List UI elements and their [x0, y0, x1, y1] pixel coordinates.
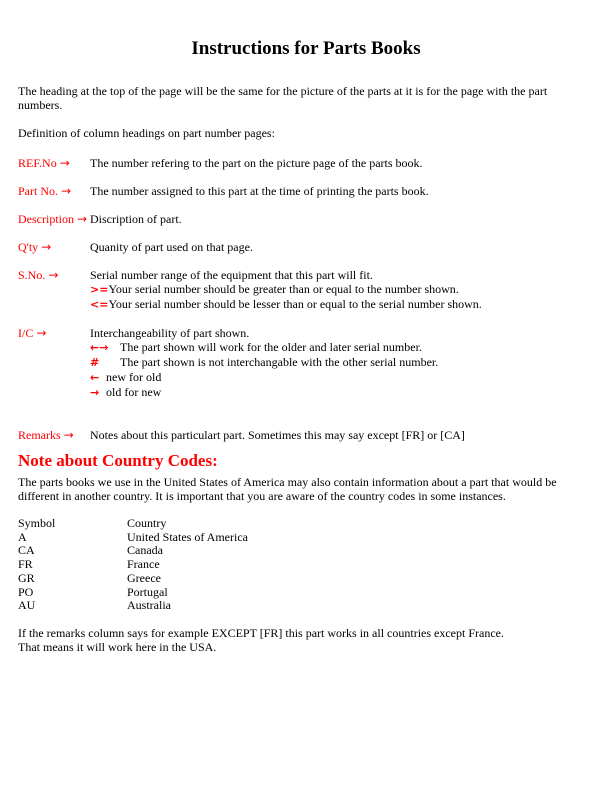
country-name-cell: Portugal — [127, 584, 168, 599]
right-arrow-icon: → — [36, 326, 47, 340]
definition-block-sno — [18, 268, 594, 312]
country-row — [18, 586, 594, 600]
definitions-heading: Definition of column headings on part number pages: — [18, 126, 275, 140]
definition-row — [18, 240, 594, 254]
definition-row — [18, 268, 594, 282]
country-symbol-cell: CA — [18, 543, 35, 558]
right-arrow-icon: → — [90, 386, 100, 399]
definition-label — [18, 212, 90, 226]
sno-sub-row — [90, 282, 594, 297]
definition-text: The number refering to the part on the picture page of the parts book. — [90, 156, 423, 170]
country-row — [18, 531, 594, 545]
definition-label-text: S.No. — [18, 268, 46, 282]
definition-label-text: Remarks — [18, 428, 61, 442]
definition-block-qty — [18, 240, 594, 254]
ic-sub-text: The part shown will work for the older and later serial number. — [120, 340, 422, 354]
country-name-cell: United States of America — [127, 529, 248, 544]
country-row — [18, 544, 594, 558]
ic-sub-row — [90, 385, 594, 400]
ic-sub-row — [90, 370, 594, 385]
definition-label — [18, 240, 90, 254]
sno-sub-text: Your serial number should be greater than or equal to the number shown. — [108, 282, 459, 296]
definition-label-text: REF.No — [18, 156, 57, 170]
right-arrow-icon: → — [48, 268, 59, 282]
country-symbol-header: Symbol — [18, 516, 56, 530]
both-ways-arrow-icon: ←→ — [90, 341, 109, 354]
definition-block-partno — [18, 184, 594, 198]
country-symbol-cell: A — [18, 529, 27, 544]
definition-block-remarks — [18, 428, 594, 442]
definition-block-description — [18, 212, 594, 226]
definition-label-text: I/C — [18, 326, 34, 340]
country-symbol-cell: PO — [18, 584, 34, 599]
definition-text: Notes about this particulart part. Sometimes this may say except [FR] or [CA] — [90, 428, 465, 442]
definition-label-text: Q'ty — [18, 240, 39, 254]
definition-text: Discription of part. — [90, 212, 182, 226]
ic-sub-text: new for old — [106, 370, 162, 384]
definition-label — [18, 268, 90, 282]
country-codes-table — [18, 517, 594, 613]
country-name-cell: Australia — [127, 598, 171, 613]
sno-sub-row — [90, 297, 594, 312]
country-symbol-cell: AU — [18, 598, 36, 613]
country-name-cell: France — [127, 557, 160, 572]
definition-label-text: Part No. — [18, 184, 58, 198]
definition-label — [18, 156, 90, 170]
definition-block-refno — [18, 156, 594, 170]
greater-equal-symbol: >= — [90, 283, 109, 296]
definition-text: Quanity of part used on that page. — [90, 240, 253, 254]
country-name-cell: Canada — [127, 543, 163, 558]
right-arrow-icon: → — [59, 156, 70, 170]
ic-sub-text: old for new — [106, 385, 162, 399]
definition-label — [18, 326, 90, 340]
definition-row — [18, 156, 594, 170]
intro-paragraph: The heading at the top of the page will be the same for the picture of the parts at it is for the page with the part numbers. — [18, 84, 548, 112]
document-title: Instructions for Parts Books — [191, 38, 421, 59]
definition-label — [18, 428, 90, 442]
country-row — [18, 572, 594, 586]
closing-line-1: If the remarks column says for example EXCEPT [FR] this part works in all countries except France. — [18, 625, 504, 640]
ic-sub-row — [90, 355, 594, 370]
country-name-header: Country — [127, 516, 167, 530]
definition-block-ic — [18, 326, 594, 400]
closing-line-2: That means it will work here in the USA. — [18, 639, 217, 654]
country-symbol-cell: FR — [18, 557, 33, 572]
definition-label-text: Description — [18, 212, 74, 226]
definition-row — [18, 428, 594, 442]
definition-row — [18, 184, 594, 198]
definition-text: Interchangeability of part shown. — [90, 326, 250, 340]
definition-text: The number assigned to this part at the time of printing the parts book. — [90, 184, 429, 198]
right-arrow-icon: → — [63, 428, 74, 442]
country-name-cell: Greece — [127, 570, 161, 585]
right-arrow-icon: → — [77, 212, 88, 226]
right-arrow-icon: → — [61, 184, 72, 198]
definition-row — [18, 326, 594, 340]
hash-symbol: # — [90, 356, 100, 369]
left-arrow-icon: ← — [90, 371, 100, 384]
definition-text: Serial number range of the equipment that this part will fit. — [90, 268, 373, 282]
ic-sub-row — [90, 340, 594, 355]
country-codes-heading: Note about Country Codes: — [18, 451, 218, 470]
country-codes-paragraph: The parts books we use in the United States of America may also contain information about a part that would be different in another country. It is important that you are aware of the country codes in some instances. — [18, 475, 557, 503]
definition-label — [18, 184, 90, 198]
ic-sub-text: The part shown is not interchangable with the other serial number. — [120, 355, 439, 369]
right-arrow-icon: → — [41, 240, 52, 254]
less-equal-symbol: <= — [90, 298, 109, 311]
sno-sub-text: Your serial number should be lesser than or equal to the serial number shown. — [108, 297, 482, 311]
country-row — [18, 558, 594, 572]
definition-row — [18, 212, 594, 226]
country-symbol-cell: GR — [18, 570, 35, 585]
country-row — [18, 599, 594, 613]
country-table-header-row — [18, 517, 594, 531]
